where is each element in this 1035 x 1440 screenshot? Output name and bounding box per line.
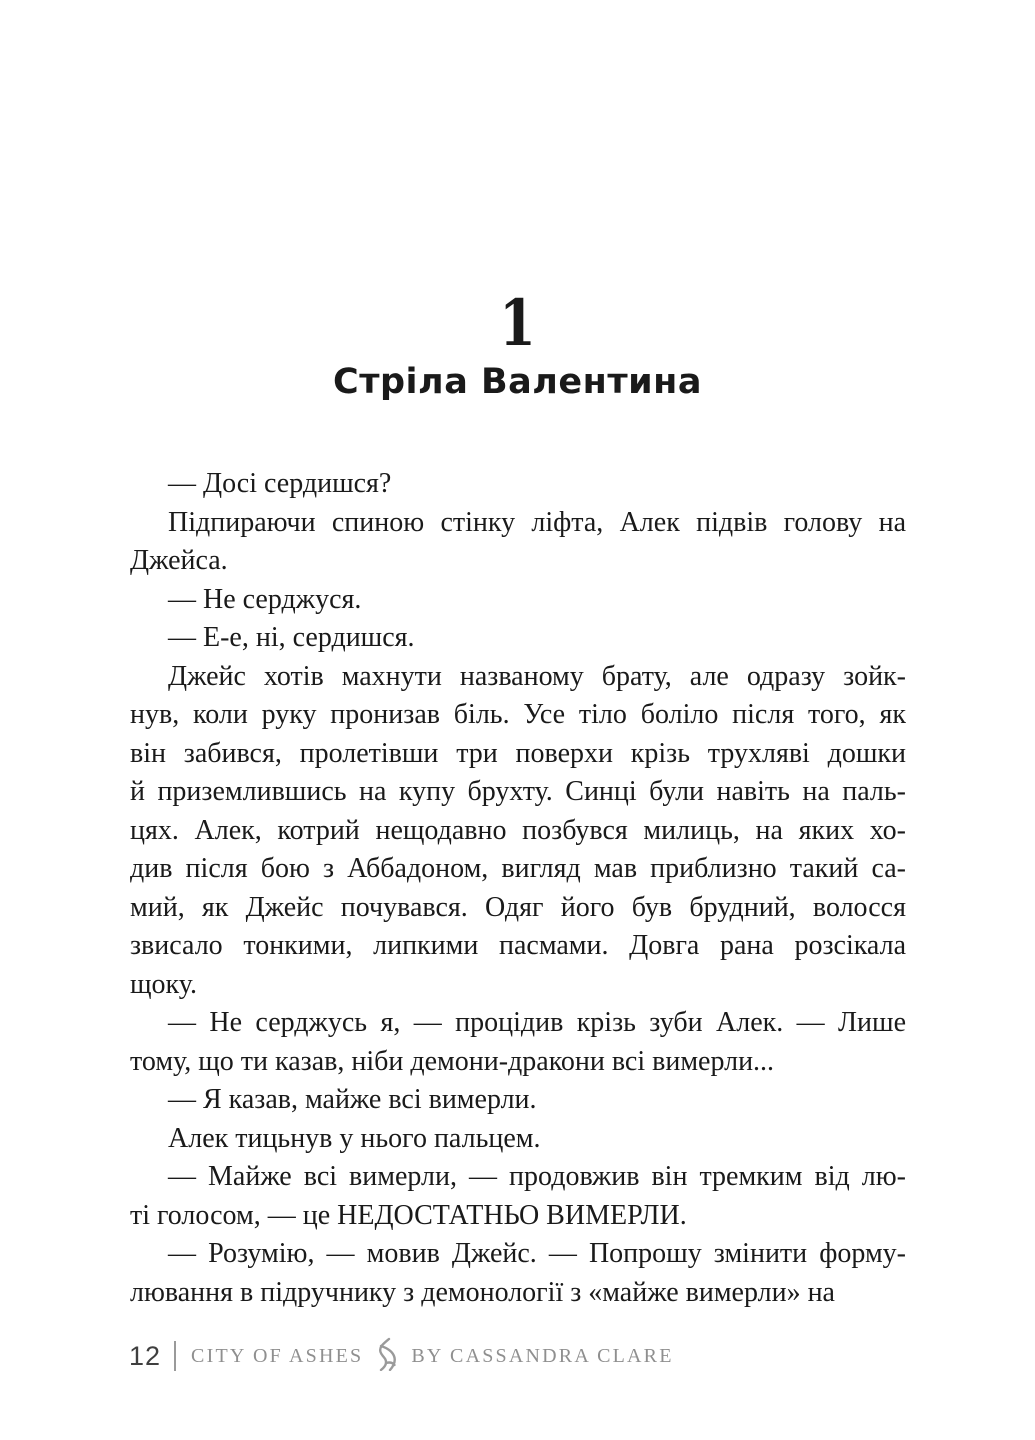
body-line: звисало тонкими, липкими пасмами. Довга рана розсікала: [130, 930, 906, 961]
body-line: нув, коли руку пронизав біль. Усе тіло боліло після того, як: [130, 699, 906, 730]
body-paragraph: [130, 1081, 906, 1120]
footer-divider: [174, 1341, 176, 1371]
footer-byline: BY CASSANDRA CLARE: [411, 1344, 674, 1367]
body-paragraph: [130, 658, 906, 1005]
body-paragraph: [130, 581, 906, 620]
body-line: мий, як Джейс почувався. Одяг його був брудний, волосся: [130, 891, 906, 923]
body-paragraph: [130, 1158, 906, 1235]
body-line: Підпираючи спиною стінку ліфта, Алек підвів голову на: [168, 506, 906, 538]
footer-book-title: CITY OF ASHES: [191, 1344, 364, 1367]
body-line: — Майже всі вимерли, — продовжив він тремким від лю-: [168, 1161, 906, 1192]
body-line: ті голосом, — це НЕДОСТАТНЬО ВИМЕРЛИ.: [130, 1199, 687, 1231]
body-text: [130, 465, 906, 1312]
body-line: — Досі сердишся?: [168, 468, 392, 499]
body-paragraph: [130, 1004, 906, 1081]
body-line: — Розумію, — мовив Джейс. — Попрошу змінити форму-: [168, 1238, 906, 1269]
body-line: Джейс хотів махнути названому брату, але одразу зойк-: [168, 660, 906, 692]
body-paragraph: [130, 465, 906, 504]
body-line: тому, що ти казав, ніби демони-дракони всі вимерли...: [130, 1045, 775, 1077]
chapter-title: Стріла Валентина: [333, 362, 702, 402]
body-line: — Не серджусь я, — процідив крізь зуби Алек. — Лише: [168, 1007, 906, 1038]
body-line: — Я казав, майже всі вимерли.: [168, 1084, 537, 1115]
page-footer: [129, 1336, 674, 1376]
body-paragraph: [130, 504, 906, 581]
page-number: 12: [129, 1340, 162, 1371]
body-line: й приземлившись на купу брухту. Синці були навіть на паль-: [130, 776, 906, 807]
body-paragraph: [130, 1120, 906, 1159]
chapter-heading: [0, 286, 1035, 402]
body-line: Алек тицьнув у нього пальцем.: [168, 1122, 541, 1154]
body-paragraph: [130, 619, 906, 658]
body-line: — Е-е, ні, сердишся.: [168, 622, 415, 653]
body-line: див після бою з Аббадоном, вигляд мав приблизно такий са-: [130, 853, 906, 884]
body-line: цях. Алек, котрий нещодавно позбувся милиць, на яких хо-: [130, 814, 906, 846]
body-line: щоку.: [130, 968, 197, 1000]
body-line: він забився, пролетівши три поверхи крізь трухляві дошки: [130, 737, 906, 769]
rune-flame-icon: [373, 1337, 401, 1376]
body-paragraph: [130, 1235, 906, 1312]
body-line: лювання в підручнику з демонології з «майже вимерли» на: [130, 1276, 835, 1308]
chapter-number: 1: [499, 286, 536, 361]
body-line: Джейса.: [130, 545, 228, 576]
body-line: — Не серджуся.: [168, 583, 362, 615]
